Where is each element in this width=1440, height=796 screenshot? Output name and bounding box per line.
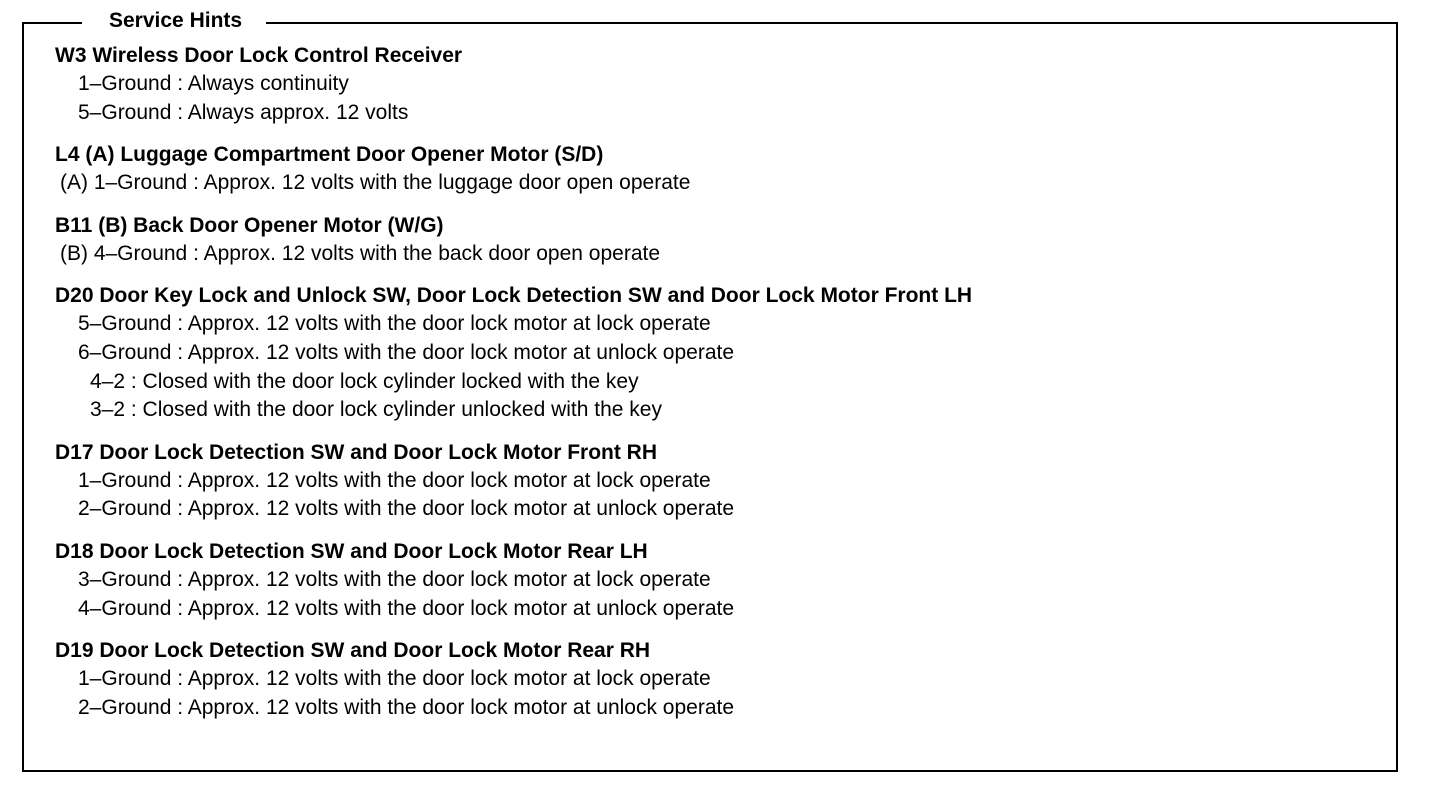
hint-section-d17 — [55, 438, 1385, 524]
service-hints-title: Service Hints — [82, 8, 266, 34]
hint-line: 1–Ground : Approx. 12 volts with the door lock motor at lock operate — [78, 468, 711, 492]
section-heading: D20 Door Key Lock and Unlock SW, Door Lock Detection SW and Door Lock Motor Front LH — [55, 284, 973, 308]
hint-section-b11 — [55, 211, 1385, 269]
section-heading: W3 Wireless Door Lock Control Receiver — [55, 44, 463, 67]
hint-line: 3–2 : Closed with the door lock cylinder unlocked with the key — [90, 398, 662, 422]
hint-section-l4 — [55, 140, 1385, 198]
hint-line: 4–Ground : Approx. 12 volts with the door lock motor at unlock operate — [78, 596, 735, 620]
hint-section-d19 — [55, 636, 1385, 722]
hint-line: 6–Ground : Approx. 12 volts with the door lock motor at unlock operate — [78, 340, 735, 364]
hint-line: (A) 1–Ground : Approx. 12 volts with the luggage door open operate — [60, 171, 691, 195]
hint-section-d18 — [55, 537, 1385, 623]
hint-line: 3–Ground : Approx. 12 volts with the door lock motor at lock operate — [78, 567, 711, 591]
section-heading: L4 (A) Luggage Compartment Door Opener Motor (S/D) — [55, 143, 604, 167]
hint-line: 2–Ground : Approx. 12 volts with the door lock motor at unlock operate — [78, 695, 735, 719]
hint-section-d20 — [55, 281, 1385, 424]
hint-line: 5–Ground : Always approx. 12 volts — [78, 100, 409, 124]
hint-line: 1–Ground : Always continuity — [78, 72, 349, 95]
service-hints-content — [55, 41, 1385, 735]
section-heading: D18 Door Lock Detection SW and Door Lock Motor Rear LH — [55, 539, 648, 563]
hint-section-w3 — [55, 41, 1385, 127]
hint-line: 1–Ground : Approx. 12 volts with the door lock motor at lock operate — [78, 667, 711, 691]
section-heading: D19 Door Lock Detection SW and Door Lock Motor Rear RH — [55, 639, 651, 663]
hint-line: 5–Ground : Approx. 12 volts with the door lock motor at lock operate — [78, 312, 711, 336]
hint-line: (B) 4–Ground : Approx. 12 volts with the back door open operate — [60, 241, 661, 265]
hint-line: 4–2 : Closed with the door lock cylinder locked with the key — [90, 369, 639, 393]
section-heading: D17 Door Lock Detection SW and Door Lock Motor Front RH — [55, 440, 658, 464]
hint-line: 2–Ground : Approx. 12 volts with the door lock motor at unlock operate — [78, 497, 735, 521]
section-heading: B11 (B) Back Door Opener Motor (W/G) — [55, 213, 444, 237]
